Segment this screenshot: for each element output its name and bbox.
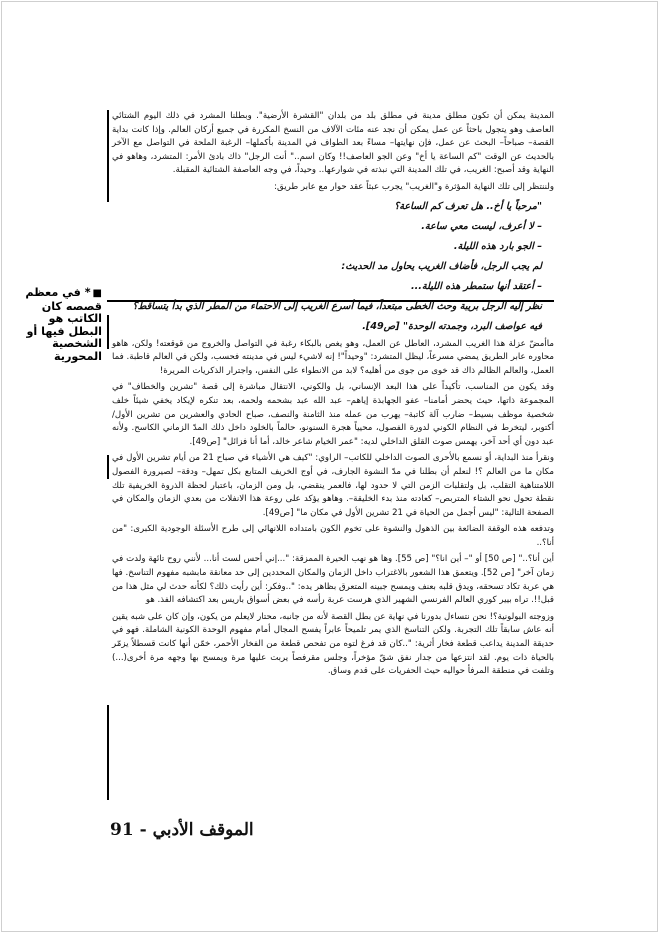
- paragraph-4: وقد يكون من المناسب، تأكيداً على هذا البعد الإنساني، بل والكوني، الانتقال مباشرة إلى قصة "تشرين والخطاف" في المجموعة ذاتها، حيث يحضر أمامنا– عفو الجهابذة إياهم– عبد الله عبد بشحمه ولحمه، بعد تنكره لإيكاد يخفي شيئاً خلف شخصية موظف بسيط– ضارب آلة كاتبة– يهرب من عمله منذ الثامنة والنصف، صباح الحادي والعشرين من تشرين الأول/ أكتوبر، ليتخرط في النظام الكوني لدورة الفصول، محيياً هجرة السنونو، حالماً بالخلود داخل ذلك المدّ الزماني الكاسح. ولأنه عبد دون أي أحد آخر، يهمس صوت القلق الداخلي لديه: "عمر الخيام شاعر خالد، أما أنا فزائل" [ص49].: [112, 382, 554, 447]
- paragraph-3: ماأمضّ عزلة هذا الغريب المشرد، العاطل عن العمل، وهو يغص بالبكاء رغبة في التواصل والخروج من قوقعته! ولكن، هاهو محاوره عابر الطريق يمضي مسرعاً، ليظل المتشرد: "وحيداً"! إنه لاشيء ليس في مدينته فحسب، ولكن في العالم قاطبة. فما العمل، والعالم الظالم ذاك قد خوى من جوى من أهليه؟ لابد من الانطواء على النفس، واجترار الذكريات المريرة!: [112, 338, 554, 376]
- quote-line-5: – أعتقد أنها ستمطر هذه الليلة...: [410, 280, 542, 292]
- quote-line-1: "مرحباً يا أخ.. هل تعرف كم الساعة؟: [394, 200, 542, 212]
- square-bullet-icon: ■: [92, 288, 102, 299]
- paragraph-5: ونقرأ منذ البداية، أو نسمع بالأحرى الصوت الداخلي للكاتب– الراوي: "كيف هي الأشياء في صباح 21 من أيام تشرين الأول في مكان ما من العالم ؟! لنعلم أن بطلنا في مدّ النشوة الجارف، في أوج الخريف المتابع بكل تمهل– ودقة– لصيرورة الفصول اللامتناهية التقلب، بل ولتقلبات الزمن التي لا حدود لها، فالعمر ينقضي، بل ومن الزمان، باعتبار لحظة الذروة الخريفية تلك نقطة تحول نحو الشتاء المتربص– كعادته منذ بدء الخليقة–. وهاهو يؤكد على روعة هذا الانفلات من بعدي الزمان والمكان في الصفحة التالية: "ليس أجمل من الحياة في 21 تشرين الأول في مكان ما" [ص49].: [112, 453, 554, 518]
- paragraph-8: وزوجته البولونية؟! نحن نتساءل بدورنا في نهاية عن بطل القصة لأنه من جانبه، محتار لايعلم من يكون، وإن كان على شبه يقين أنه عاش سابقاً تلك التجربة. ولكن التناسخ الذي يمر تلميحاً عابراً يفسح المجال أمام مفهوم الوحدة الكونية الشاملة. فهو في حديقة المدينة يداعب قطعة فخار أثرية: "..كان قد فرغ لتوه من تفحص قطعة من الفخار الأحمر، خمّن أنها كانت قسطلاً يزمّر بالحياة ذات يوم. لقد انتزعها من جدار نفق شقّ مؤخراً، وجلس مقرفصاً يربت عليها مرة ويمسح بها وجهه مرة أخرى(...) وتلفت في منطقة المرفأ حواليه حيث الحفريات على قدم وساق.: [112, 611, 554, 677]
- page-footer: [110, 820, 270, 840]
- paragraph-7: أين أنا؟.." [ص 50] أو "– أين انا؟" [ص 55]. وها هو نهب الحيرة الممزقة: "...إني أحس لست أنا... لأنني روح تائهة ولدت في زمان آخر" [ص 52]. ويتعمق هذا الشعور بالاغتراب داخل الزمان والمكان المحددين إلى حد معانقة مابشبه مفهوم التناسخ. فها هي عربة تكاد تسحقه، ويدق قلبه بعنف ويمسح جبينه المتعرق بظاهر يده: "..وفكر: أين رأيت ذلك؟ لكأنه حدث لي مثل هذا من قبل!!. تراه بيير كوري العالم الفرنسي الشهير الذي هرست عربة رأسه في بعض أسواق باريس بعد اكتشافه الفذ. هو: [112, 554, 555, 606]
- paragraph-2: ولننتظر إلى تلك النهاية المؤثرة و"الغريب" يجرب عبثاً عقد حوار مع عابر طريق:: [274, 181, 554, 192]
- quote-line-4: لم يجب الرجل، فأضاف الغريب يحاول مد الحديث:: [341, 260, 542, 272]
- vertical-rule-join: [107, 198, 109, 202]
- pull-quote: [20, 287, 102, 363]
- paragraph-1: المدينة يمكن أن تكون مطلق مدينة في مطلق بلد من بلدان "القشرة الأرضية". وبطلنا المشرد في ذلك اليوم الشتائي العاصف وهو يتجول باحثاً عن عمل يمكن أن نجد عنه مئات الآلاف من النسخ المكررة في جميع أركان العالم. وإذا كانت بداية القصة– صباحاً– البحث عن عمل، فإن نهايتها– مساءً بعد الطواف في المدينة بأكملها– الرغبة الملحة في التواصل مع الآخر بالحديث عن الوقت "كم الساعة يا أخ" وعن الجو العاصف!! وكان اسم.." أنت الرجل" ذاك بادئ الأمر: المتشرد، وهاهو في النهاية وقد أصبح: الغريب، في تلك المدينة التي نبذته في شوارعها.. وحيداً، في وجه العاصفة الشتائية المقبلة.: [112, 111, 554, 176]
- page-number: 91: [110, 820, 134, 840]
- dialogue-quote: [112, 198, 542, 335]
- article-body: [112, 110, 554, 682]
- quote-line-7: فيه عواصف البرد، وجمدته الوحدة" [ص49].: [362, 320, 542, 332]
- vertical-rule-bottom: [107, 705, 109, 800]
- pull-quote-text: * في معظم قصصه كان الكاتب هو البطل فيها أو الشخصية المحورية: [25, 286, 102, 363]
- vertical-rule-middle: [107, 315, 109, 349]
- quote-line-3: – الجو بارد هذه الليلة.: [453, 240, 542, 252]
- quote-line-2: – لا أعرف، ليست معي ساعة.: [421, 220, 542, 232]
- paragraph-6: وتدفعه هذه الوقفة الضائعة بين الذهول والنشوة على تخوم الكون بامتداده اللانهائي إلى طرح الأسئلة الوجودية الكبرى: "من أنا؟..: [112, 524, 554, 548]
- vertical-rule-lower: [107, 455, 109, 479]
- quote-line-6: نظر إليه الرجل بريبة وحث الخطى مبتعداً، فيما أسرع الغريب إلى الاحتماء من المطر الذي بدأ يتساقط؟: [132, 300, 542, 312]
- journal-name: الموقف الأدبي -: [139, 820, 254, 840]
- vertical-rule-top: [107, 110, 109, 198]
